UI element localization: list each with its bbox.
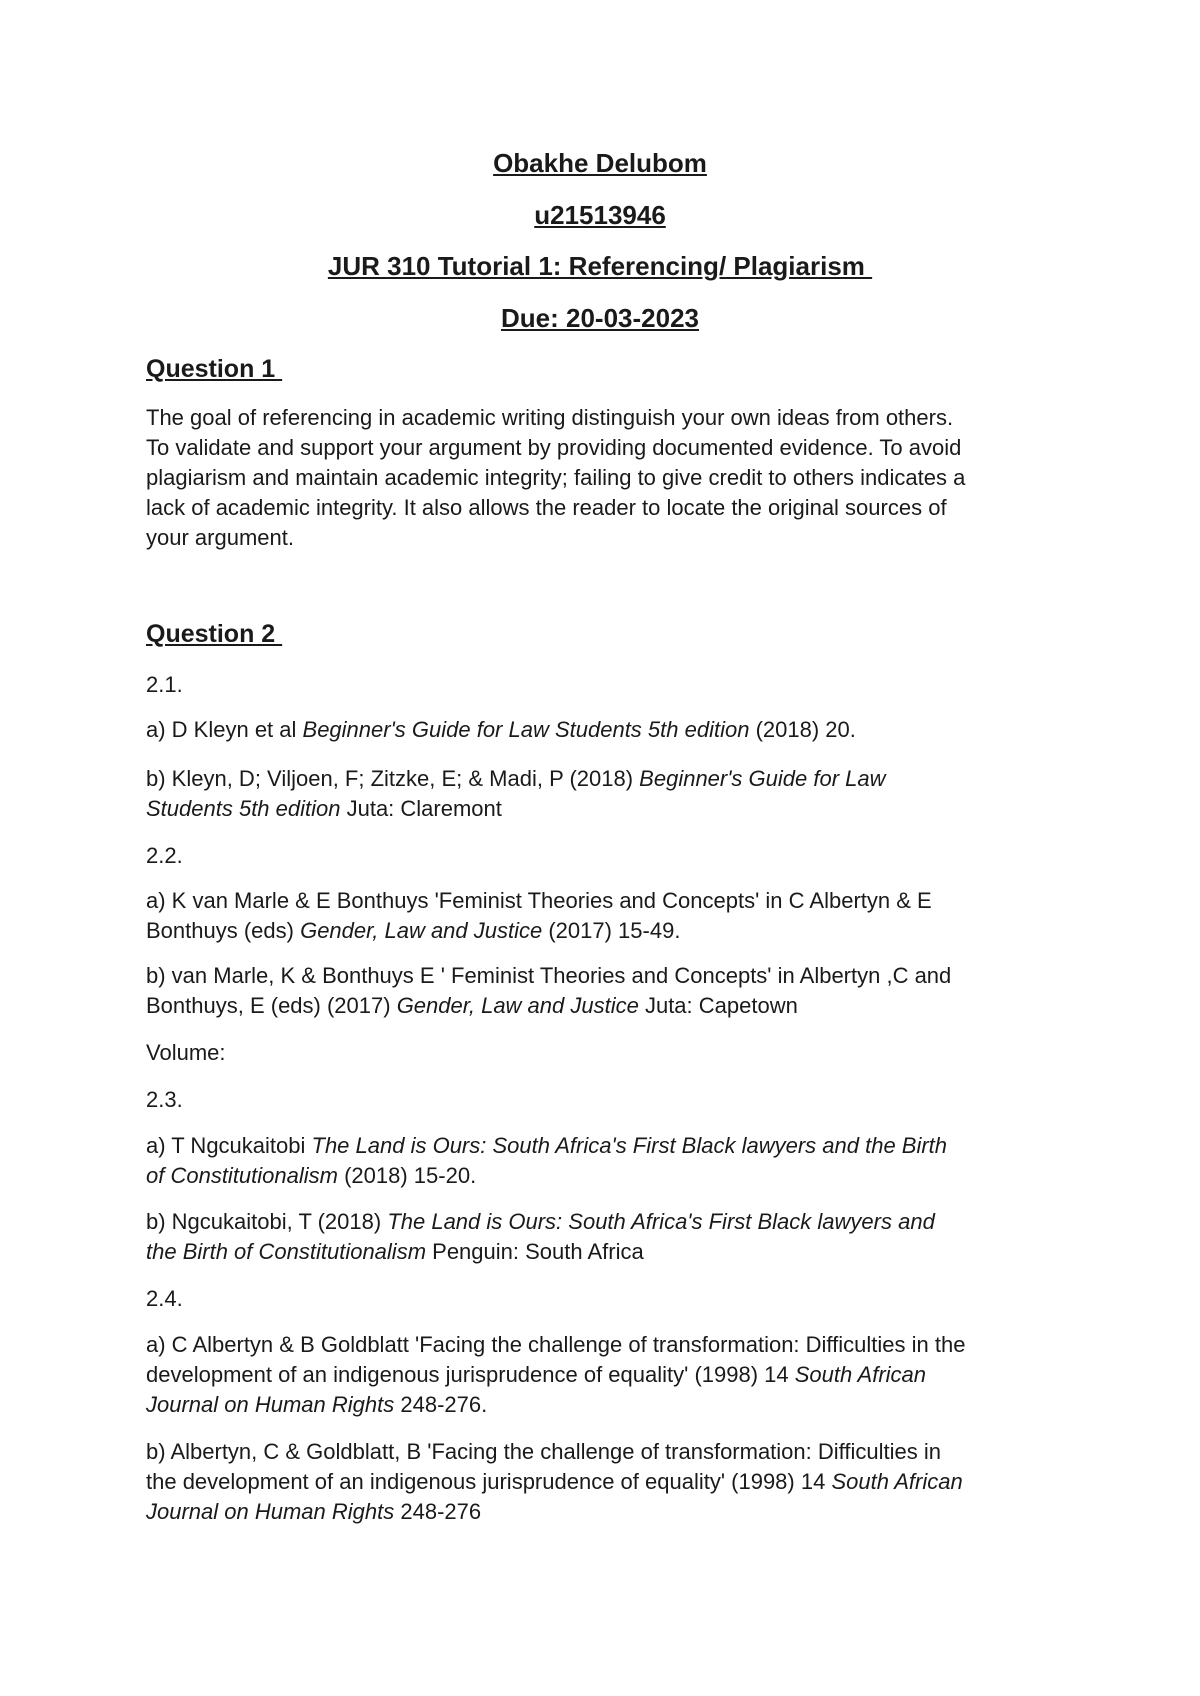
item-2-3-number: 2.3. — [146, 1087, 183, 1112]
item-2-4-number: 2.4. — [146, 1286, 183, 1311]
item-2-1-b-line-1: b) Kleyn, D; Viljoen, F; Zitzke, E; & Madi, P (2018) Beginner's Guide for Law — [146, 766, 886, 791]
item-2-1-number: 2.1. — [146, 672, 183, 697]
q1-text-line-2: To validate and support your argument by providing documented evidence. To avoid — [146, 435, 962, 460]
item-2-4-a-line-2: development of an indigenous jurisprudence of equality' (1998) 14 South African — [146, 1362, 927, 1387]
item-2-1-a: a) D Kleyn et al Beginner's Guide for Law Students 5th edition (2018) 20. — [146, 717, 856, 742]
volume-label: Volume: — [146, 1040, 226, 1065]
q1-text-line-5: your argument. — [146, 525, 294, 550]
item-2-1-b-line-2: Students 5th edition Juta: Claremont — [146, 796, 502, 821]
item-2-4-b-line-2: the development of an indigenous jurisprudence of equality' (1998) 14 South African — [146, 1469, 963, 1494]
student-name: Obakhe Delubom — [493, 148, 707, 178]
question-1-heading: Question 1 — [146, 355, 283, 383]
q1-text-line-4: lack of academic integrity. It also allows the reader to locate the original sources of — [146, 495, 947, 520]
item-2-2-a-line-1: a) K van Marle & E Bonthuys 'Feminist Theories and Concepts' in C Albertyn & E — [146, 888, 932, 913]
item-2-2-a-line-2: Bonthuys (eds) Gender, Law and Justice (2017) 15-49. — [146, 918, 681, 943]
item-2-2-number: 2.2. — [146, 843, 183, 868]
item-2-2-b-line-2: Bonthuys, E (eds) (2017) Gender, Law and Justice Juta: Capetown — [146, 993, 798, 1018]
item-2-4-a-line-1: a) C Albertyn & B Goldblatt 'Facing the challenge of transformation: Difficulties in the — [146, 1332, 966, 1357]
item-2-4-b-line-1: b) Albertyn, C & Goldblatt, B 'Facing the challenge of transformation: Difficulties in — [146, 1439, 941, 1464]
item-2-3-a-line-1: a) T Ngcukaitobi The Land is Ours: South Africa's First Black lawyers and the Birth — [146, 1133, 948, 1158]
question-2-heading: Question 2 — [146, 620, 283, 648]
q1-text-line-3: plagiarism and maintain academic integrity; failing to give credit to others indicates a — [146, 465, 966, 490]
item-2-4-b-line-3: Journal on Human Rights 248-276 — [146, 1499, 482, 1524]
item-2-3-a-line-2: of Constitutionalism (2018) 15-20. — [146, 1163, 477, 1188]
q1-text-line-1: The goal of referencing in academic writing distinguish your own ideas from others. — [146, 405, 954, 430]
item-2-4-a-line-3: Journal on Human Rights 248-276. — [146, 1392, 488, 1417]
student-number: u21513946 — [534, 200, 666, 230]
item-2-2-b-line-1: b) van Marle, K & Bonthuys E ' Feminist Theories and Concepts' in Albertyn ,C and — [146, 963, 952, 988]
due-date: Due: 20-03-2023 — [501, 303, 699, 333]
item-2-3-b-line-2: the Birth of Constitutionalism Penguin: South Africa — [146, 1239, 644, 1264]
item-2-3-b-line-1: b) Ngcukaitobi, T (2018) The Land is Ours: South Africa's First Black lawyers and — [146, 1209, 935, 1234]
course-title: JUR 310 Tutorial 1: Referencing/ Plagiarism — [327, 251, 873, 281]
